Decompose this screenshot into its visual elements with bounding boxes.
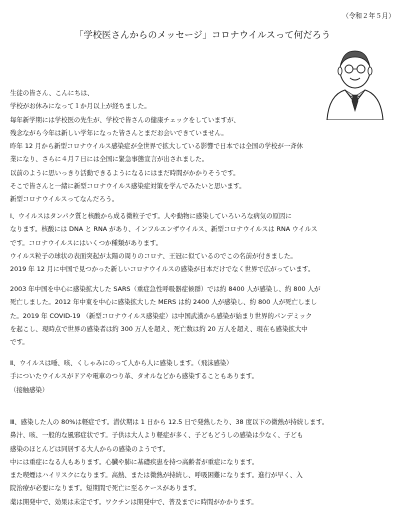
page-title: 「学校医さんからのメッセージ」コロナウイルスって何だろう bbox=[74, 30, 331, 41]
text-line: 2019 年 12 月に中国で見つかった新しいコロナウイルスの感染が日本だけでなく世界で広がっています。 bbox=[10, 265, 315, 274]
text-line: 業になり、さらに４月７日には全国に緊急事態宣言が出されました。 bbox=[10, 155, 209, 164]
intro-paragraph bbox=[10, 87, 302, 207]
document-date: （令和２年５月） bbox=[342, 12, 395, 20]
text-line: そこで皆さんと一緒に新型コロナウイルス感染症対策を学んでみたいと思います。 bbox=[10, 182, 246, 191]
text-line: 新型コロナウイルスってなんだろう。 bbox=[10, 195, 119, 204]
text-line: た。2019 年 COVID-19 （新型コロナウイルス感染症）は中国武漢から感染が始まり世界的パンデミック bbox=[10, 311, 313, 320]
text-line: Ⅱ、ウイルスは唾、咳、くしゃみにのって人から人に感染します。（飛沫感染） bbox=[10, 359, 233, 367]
text-line: 残念ながら今年は新しい学年になった皆さんとまだお会いできていません。 bbox=[10, 128, 228, 137]
doctor-portrait-icon bbox=[315, 45, 395, 120]
text-line: また喫煙はハイリスクになります。高熱、または微熱が持続し、呼吸困難になります。進行が早く、入 bbox=[10, 471, 303, 480]
text-line: ウイルス粒子の球状の表面突起が太陽の周りのコロナ、王冠に似ているのでこの名前が付きました。 bbox=[10, 251, 297, 260]
section-3 bbox=[10, 416, 396, 509]
text-line: Ⅲ、感染した人の 80%は軽症です。潜伏期は 1 日から 12.5 日で発熱したり、38 度以下の微熱が持続します。 bbox=[10, 418, 329, 426]
text-line: 中には重症になる人もあります。心臓や肺に基礎疾患を持つ高齢者が重症になります。 bbox=[10, 457, 259, 466]
section-1-history bbox=[10, 283, 396, 349]
text-line: 感染のほとんどは同居する大人からの感染のようです。 bbox=[10, 444, 170, 453]
text-line: 2003 年中国を中心に感染拡大した SARS（重症急性呼吸器症候群）では約 8400 人が感染し、約 800 人が bbox=[10, 285, 321, 293]
section-2 bbox=[10, 357, 396, 397]
text-line: 毎年新学期には学校医の先生が、学校で皆さんの健康チェックをしていますが、 bbox=[10, 115, 240, 124]
text-line: 以前のように思いっきり活動できるようになるにはまだ時間がかかりそうです。 bbox=[10, 168, 240, 177]
text-line: 院治療が必要になります。短期間で死亡に至るケースがあります。 bbox=[10, 484, 201, 493]
text-line: （接触感染） bbox=[10, 385, 49, 394]
text-line: 薬は開発中で、効果は未定です。ワクチンは開発中で、普及までに時間がかかります。 bbox=[10, 497, 258, 506]
text-line: です。 bbox=[10, 338, 29, 347]
text-line: 鼻汁、咳、一般的な風邪症状です。子供は大人より軽症が多く、子どもどうしの感染は少なく、子ども bbox=[10, 431, 304, 440]
text-line: 生徒の皆さん、こんにちは、 bbox=[10, 89, 94, 97]
text-line: Ⅰ、ウイルスはタンパク質と核酸から成る微粒子です。人や動物に感染していろいろな病気の原因に bbox=[10, 212, 292, 220]
text-line: なります。核酸には DNA と RNA があり、インフルエンザウイルス、新型コロナウイルスは RNA ウイルス bbox=[10, 225, 318, 234]
text-line: 死亡しました。2012 年中東を中心に感染拡大した MERS は約 2400 人が感染し、約 800 人が死亡しまし bbox=[10, 298, 318, 307]
text-line: 学校がお休みになって１か月以上が経ちました。 bbox=[10, 102, 151, 111]
text-line: です。コロナウイルスにはいくつか種類があります。 bbox=[10, 238, 162, 247]
text-line: を起こし、現時点で世界の感染者は約 300 万人を超え、死亡数は約 20 万人を超え、現在も感染拡大中 bbox=[10, 324, 308, 333]
text-line: 昨年 12 月から新型コロナウイルス感染症が全世界で拡大している影響で日本では全国の学校が一斉休 bbox=[10, 142, 303, 151]
text-line: 手についたウイルスがドアや電車のつり革、タオルなどから感染することもあります。 bbox=[10, 372, 259, 381]
section-1 bbox=[10, 210, 396, 276]
